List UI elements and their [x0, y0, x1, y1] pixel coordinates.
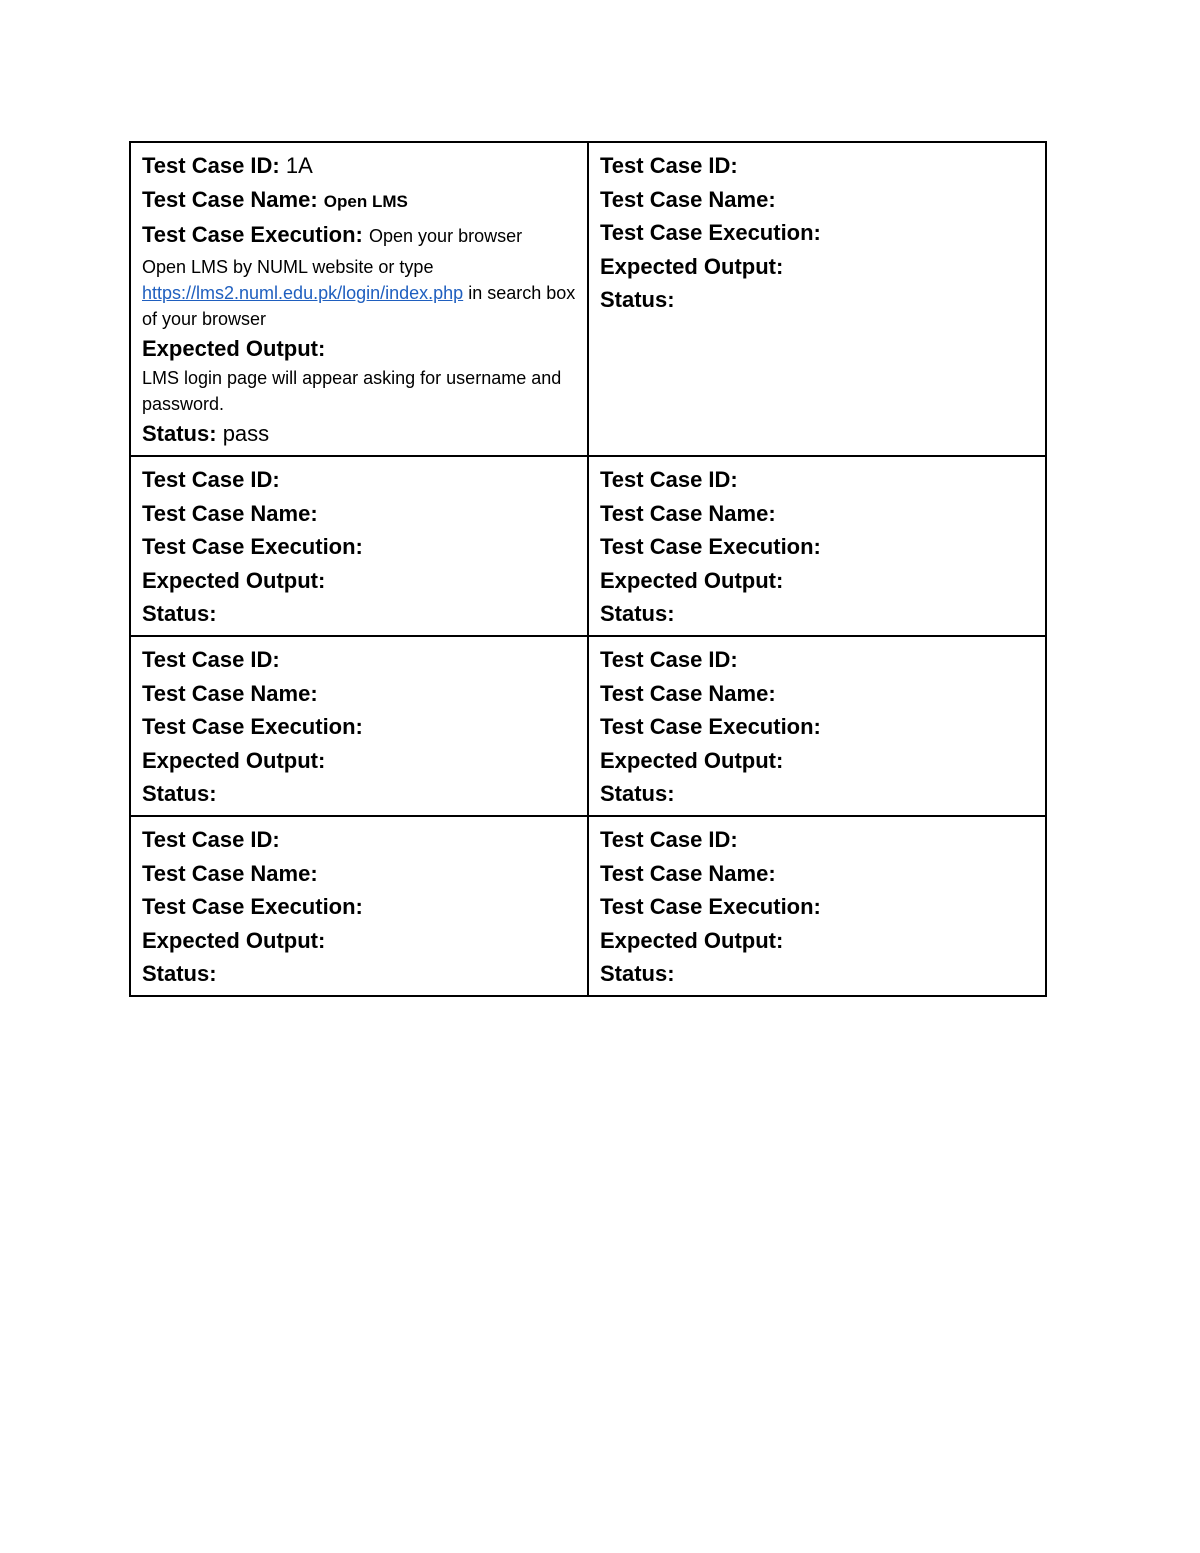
expected-output-label: Expected Output:	[142, 927, 326, 953]
test-case-execution-first-line: Open your browser	[369, 226, 523, 247]
test-case-execution	[142, 530, 577, 564]
test-case-name	[600, 497, 1035, 531]
test-case-id	[142, 149, 577, 183]
test-case-status	[142, 957, 577, 991]
expected-output-text: LMS login page will appear asking for username and password.	[142, 368, 562, 415]
test-case-execution-label: Test Case Execution:	[142, 222, 363, 248]
test-case-id	[142, 823, 577, 857]
table-row	[130, 636, 1046, 816]
table-row	[130, 456, 1046, 636]
expected-output	[142, 332, 577, 366]
table-row	[130, 816, 1046, 996]
test-case-name-label: Test Case Name:	[142, 500, 318, 526]
status-label: Status:	[600, 961, 675, 987]
test-case-status	[600, 597, 1035, 631]
lms-login-link[interactable]: https://lms2.numl.edu.pk/login/index.php	[142, 282, 464, 303]
expected-output-label: Expected Output:	[600, 747, 784, 773]
test-case-id-label: Test Case ID:	[600, 466, 738, 492]
status-label: Status:	[142, 961, 217, 987]
test-case-name	[142, 183, 577, 219]
test-case-execution-label: Test Case Execution:	[600, 894, 821, 920]
test-case-execution-label: Test Case Execution:	[600, 220, 821, 246]
test-case-name	[600, 857, 1035, 891]
test-case-execution	[600, 530, 1035, 564]
table-row	[130, 142, 1046, 456]
expected-output	[142, 564, 577, 598]
test-case-name-value: Open LMS	[323, 191, 408, 211]
test-case-id	[142, 463, 577, 497]
test-case-name-label: Test Case Name:	[142, 186, 318, 212]
test-case-execution	[600, 710, 1035, 744]
test-case-execution	[142, 218, 577, 254]
test-case-name-label: Test Case Name:	[142, 860, 318, 886]
test-case-name	[142, 497, 577, 531]
test-case-id-label: Test Case ID:	[600, 826, 738, 852]
status-label: Status:	[600, 781, 675, 807]
test-case-name	[142, 857, 577, 891]
status-label: Status:	[142, 781, 217, 807]
expected-output	[600, 744, 1035, 778]
test-case-status	[142, 597, 577, 631]
test-case-id	[600, 823, 1035, 857]
expected-output	[600, 924, 1035, 958]
test-case-id	[600, 643, 1035, 677]
status-label: Status:	[142, 421, 217, 447]
test-case-execution-text	[142, 254, 577, 332]
test-case-cell-3	[130, 456, 588, 636]
expected-output-label: Expected Output:	[600, 927, 784, 953]
test-case-name-label: Test Case Name:	[142, 680, 318, 706]
status-label: Status:	[600, 601, 675, 627]
test-case-name-label: Test Case Name:	[600, 186, 776, 212]
test-case-execution-label: Test Case Execution:	[600, 534, 821, 560]
test-case-status	[142, 417, 577, 451]
test-case-name-label: Test Case Name:	[600, 680, 776, 706]
test-case-name-label: Test Case Name:	[600, 500, 776, 526]
expected-output-label: Expected Output:	[600, 253, 784, 279]
status-value: pass	[222, 421, 270, 447]
expected-output	[600, 564, 1035, 598]
test-case-execution	[600, 890, 1035, 924]
expected-output-label: Expected Output:	[142, 747, 326, 773]
test-case-status	[600, 777, 1035, 811]
test-case-execution	[142, 890, 577, 924]
test-case-execution-label: Test Case Execution:	[142, 894, 363, 920]
expected-output-label: Expected Output:	[142, 567, 326, 593]
test-case-id-label: Test Case ID:	[142, 153, 280, 178]
test-case-name	[142, 677, 577, 711]
test-case-name-label: Test Case Name:	[600, 860, 776, 886]
expected-output-label: Expected Output:	[600, 567, 784, 593]
test-case-cell-8	[588, 816, 1046, 996]
expected-output	[600, 250, 1035, 284]
test-case-cell-4	[588, 456, 1046, 636]
execution-text-before-link: Open LMS by NUML website or type	[142, 256, 434, 277]
test-case-status	[600, 957, 1035, 991]
test-case-id-label: Test Case ID:	[142, 826, 280, 852]
test-case-execution-label: Test Case Execution:	[600, 714, 821, 740]
test-case-id-label: Test Case ID:	[142, 466, 280, 492]
test-case-id-value: 1A	[285, 153, 313, 178]
test-case-execution	[142, 710, 577, 744]
test-case-cell-5	[130, 636, 588, 816]
test-case-status	[142, 777, 577, 811]
test-case-name	[600, 677, 1035, 711]
test-case-id	[600, 149, 1035, 183]
test-case-name	[600, 183, 1035, 217]
test-case-id-label: Test Case ID:	[600, 646, 738, 672]
test-case-cell-1	[130, 142, 588, 456]
status-label: Status:	[142, 601, 217, 627]
test-case-status	[600, 283, 1035, 317]
test-case-execution-label: Test Case Execution:	[142, 714, 363, 740]
test-case-execution	[600, 216, 1035, 250]
test-case-cell-7	[130, 816, 588, 996]
execution-text-after-link: in search box of your browser	[142, 282, 576, 329]
test-case-table	[129, 141, 1047, 997]
status-label: Status:	[600, 287, 675, 313]
test-case-id	[600, 463, 1035, 497]
test-case-execution-label: Test Case Execution:	[142, 534, 363, 560]
expected-output	[142, 744, 577, 778]
test-case-id-label: Test Case ID:	[600, 153, 738, 178]
expected-output	[142, 924, 577, 958]
expected-output-label: Expected Output:	[142, 335, 326, 361]
test-case-cell-2	[588, 142, 1046, 456]
test-case-cell-6	[588, 636, 1046, 816]
test-case-id-label: Test Case ID:	[142, 646, 280, 672]
test-case-id	[142, 643, 577, 677]
